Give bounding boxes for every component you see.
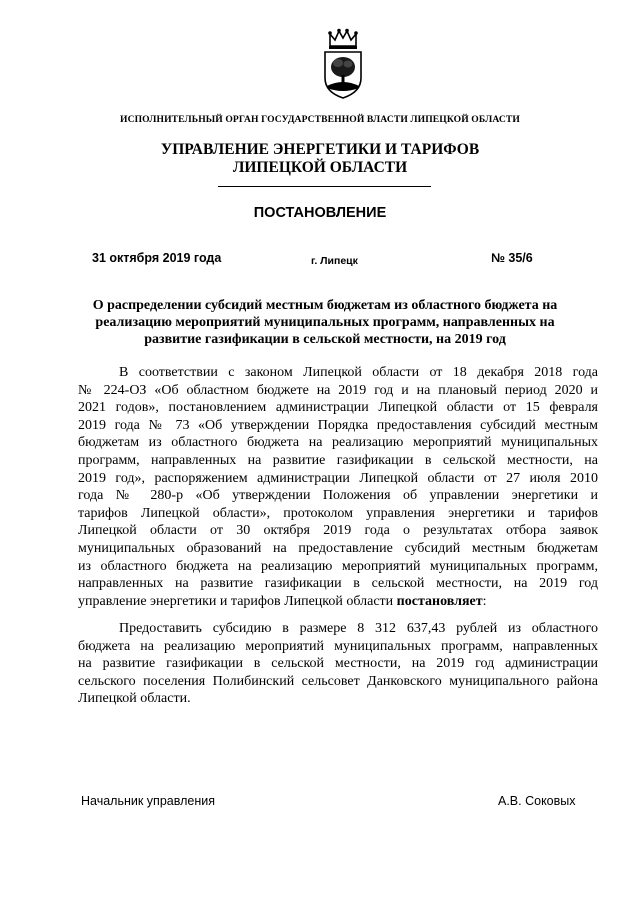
paragraph-line: 2019 год», распоряжением администрации Липецкой области от 27 июля 2010	[78, 470, 598, 486]
paragraph-line: В соответствии с законом Липецкой области от 18 декабря 2018 года	[119, 365, 598, 380]
paragraph-line: 2021 годов», постановлением администрации Липецкой области от 15 февраля	[78, 400, 598, 416]
paragraph-line: Липецкой области от 30 октября 2019 года о результатах отбора заявок	[78, 523, 598, 539]
organization-name: ИСПОЛНИТЕЛЬНЫЙ ОРГАН ГОСУДАРСТВЕННОЙ ВЛАСТИ ЛИПЕЦКОЙ ОБЛАСТИ	[120, 114, 520, 125]
signatory-name: А.В. Соковых	[498, 794, 576, 808]
resolution-paragraph	[78, 620, 598, 708]
title-line: развитие газификации в сельской местности, на 2019 год	[144, 332, 506, 347]
header-divider	[218, 186, 431, 187]
preamble-paragraph	[78, 364, 598, 610]
paragraph-line: Предоставить субсидию в размере 8 312 637,43 рублей из областного	[119, 621, 598, 636]
colon: :	[482, 593, 487, 609]
resolves-keyword: постановляет	[396, 593, 483, 609]
document-date: 31 октября 2019 года	[92, 251, 222, 265]
paragraph-line: муниципальных образований на предоставление субсидий местным бюджетам	[78, 540, 598, 556]
paragraph-line: бюджетам из областного бюджета на реализацию мероприятий муниципальных	[78, 435, 598, 451]
signatory-position: Начальник управления	[81, 794, 215, 808]
paragraph-line: 2019 года № 73 «Об утверждении Порядка предоставления субсидий местным	[78, 417, 598, 433]
paragraph-line: сельского поселения Полибинский сельсовет Данковского муниципального района	[78, 673, 598, 689]
document-title	[60, 297, 590, 348]
paragraph-line: года № 280-р «Об утверждении Положения об управлении энергетики и	[78, 488, 598, 504]
paragraph-line: бюджета на реализацию мероприятий муниципальных программ, направленных	[78, 638, 598, 654]
title-line: О распределении субсидий местным бюджетам из областного бюджета на	[92, 298, 558, 313]
paragraph-last-line	[78, 593, 598, 611]
document-number: № 35/6	[491, 251, 533, 265]
document-city: г. Липецк	[311, 255, 358, 267]
lipetsk-coat-of-arms-icon	[318, 28, 368, 100]
department-name-line1: УПРАВЛЕНИЕ ЭНЕРГЕТИКИ И ТАРИФОВ	[160, 141, 480, 158]
paragraph-line: программ, направленных на развитие газификации в сельской местности, на	[78, 452, 598, 468]
department-name-line2: ЛИПЕЦКОЙ ОБЛАСТИ	[232, 159, 408, 176]
paragraph-line: № 224-ОЗ «Об областном бюджете на 2019 год и на плановый период 2020 и	[78, 382, 598, 398]
title-line: реализацию мероприятий муниципальных программ, направленных на	[95, 315, 555, 330]
department-name	[0, 141, 640, 177]
paragraph-line: из областного бюджета на реализацию мероприятий муниципальных программ,	[78, 558, 598, 574]
document-type: ПОСТАНОВЛЕНИЕ	[253, 205, 387, 221]
paragraph-line-text: управление энергетики и тарифов Липецкой области	[78, 593, 394, 609]
paragraph-line: на развитие газификации в сельской местности, на 2019 год администрации	[78, 656, 598, 672]
paragraph-line: направленных на развитие газификации в сельской местности, на 2019 год	[78, 576, 598, 592]
paragraph-line: тарифов Липецкой области», протоколом управления энергетики и тарифов	[78, 505, 598, 521]
paragraph-line: Липецкой области.	[78, 691, 191, 707]
